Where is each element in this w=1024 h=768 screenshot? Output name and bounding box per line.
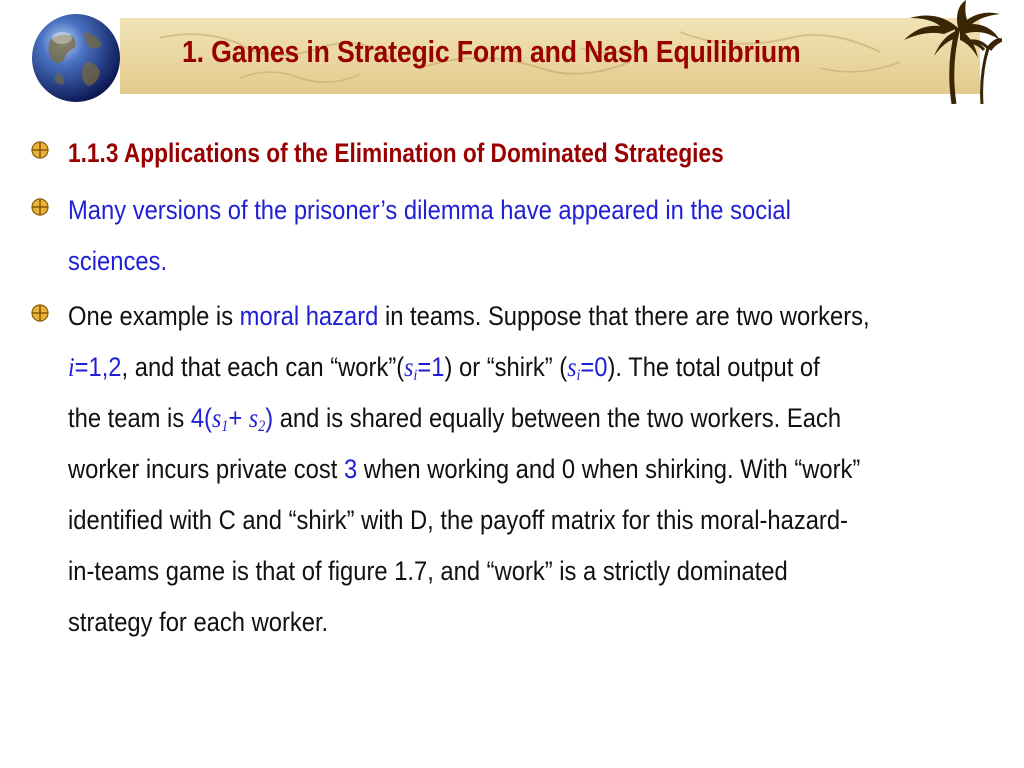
math-value: )	[265, 403, 274, 433]
text-run: , and that each can “work”(	[121, 352, 405, 382]
text-run: One example is	[68, 301, 240, 331]
section-heading: 1.1.3 Applications of the Elimination of Dominated Strategies	[68, 138, 724, 168]
text-run: worker incurs private cost	[68, 454, 344, 484]
text-run: strategy for each worker.	[68, 607, 329, 637]
text-run: ). The total output of	[607, 352, 820, 382]
bullet-text	[68, 185, 1024, 287]
moral-hazard-term: moral hazard	[239, 301, 379, 331]
text-run: ) or “shirk” (	[444, 352, 568, 382]
text-run: identified with C and “shirk” with D, the payoff matrix for this moral-hazard-	[68, 505, 848, 535]
text-run: the team is	[68, 403, 191, 433]
bullet-icon	[30, 140, 50, 160]
math-value: 4(	[190, 403, 212, 433]
math-value: 3	[343, 454, 358, 484]
text-line: Many versions of the prisoner’s dilemma have appeared in the social	[68, 195, 791, 225]
math-var-s: s	[211, 403, 222, 433]
math-subscript: 1	[221, 417, 229, 435]
math-value: =1	[417, 352, 445, 382]
globe-icon	[28, 10, 124, 106]
math-value: =0	[580, 352, 608, 382]
text-run: in-teams game is that of figure 1.7, and “work” is a strictly dominated	[68, 556, 788, 586]
bullet-text	[68, 291, 1024, 648]
slide-body	[30, 128, 1020, 648]
text-run: and is shared equally between the two workers. Each	[273, 403, 842, 433]
list-item	[30, 128, 1020, 179]
bullet-icon	[30, 303, 50, 323]
text-run: in teams. Suppose that there are two workers,	[378, 301, 870, 331]
bullet-icon	[30, 197, 50, 217]
math-subscript: i	[576, 366, 581, 384]
text-run: when working and 0 when shirking. With “work”	[357, 454, 861, 484]
math-value: =1,2	[74, 352, 122, 382]
math-var-i: i	[68, 352, 75, 382]
list-item	[30, 291, 1020, 648]
palm-tree-icon	[896, 0, 1002, 104]
math-var-s: s	[248, 403, 259, 433]
text-line: sciences.	[68, 246, 168, 276]
math-var-s: s	[567, 352, 577, 382]
page-title: 1. Games in Strategic Form and Nash Equilibrium	[182, 34, 801, 69]
math-subscript: i	[413, 366, 418, 384]
list-item	[30, 185, 1020, 287]
math-operator: +	[228, 403, 249, 433]
math-subscript: 2	[258, 417, 266, 435]
math-var-s: s	[404, 352, 414, 382]
